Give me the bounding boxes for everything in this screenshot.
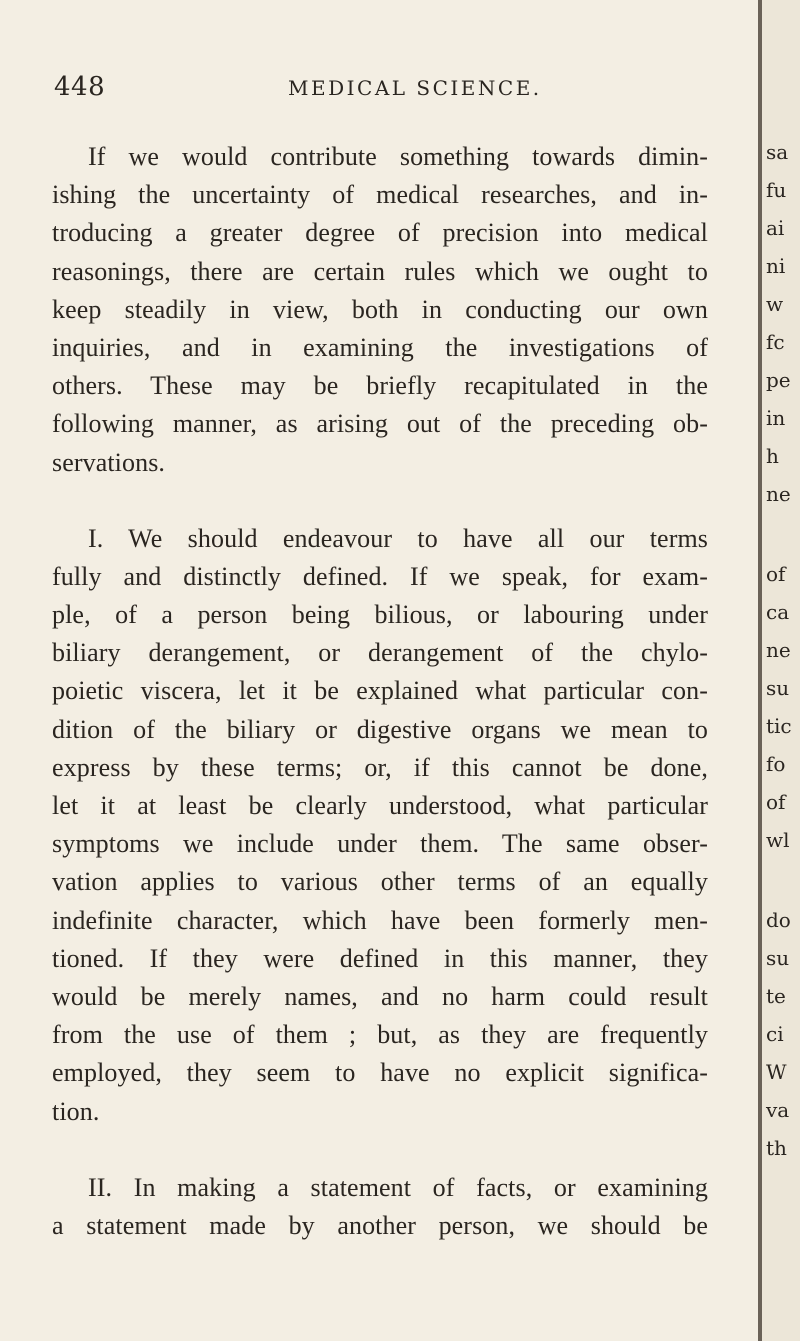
text-line: following manner, as arising out of the preceding ob- <box>52 409 708 439</box>
edge-fragment: th <box>766 1136 787 1160</box>
running-title: MEDICAL SCIENCE. <box>288 76 542 100</box>
text-line: symptoms we include under them. The same obser- <box>52 829 708 859</box>
edge-fragment: w <box>766 292 784 316</box>
text-line: indefinite character, which have been formerly men- <box>52 905 708 935</box>
edge-fragment: te <box>766 984 786 1008</box>
text-line: reasonings, there are certain rules which we ought to <box>52 256 708 286</box>
edge-fragment: do <box>766 908 791 932</box>
text-line: I. We should endeavour to have all our terms <box>88 523 708 553</box>
edge-fragment: ne <box>766 482 791 506</box>
text-line: would be merely names, and no harm could result <box>52 981 708 1011</box>
edge-fragment: in <box>766 406 786 430</box>
text-line: tioned. If they were defined in this manner, they <box>52 943 708 973</box>
text-line: fully and distinctly defined. If we speak, for exam- <box>52 561 708 591</box>
text-line: servations. <box>52 447 166 477</box>
edge-fragment: ci <box>766 1022 784 1046</box>
text-line: II. In making a statement of facts, or examining <box>88 1172 708 1202</box>
next-page-edge <box>762 0 800 1341</box>
edge-fragment: W <box>766 1060 787 1084</box>
text-line: keep steadily in view, both in conducting our own <box>52 294 708 324</box>
text-line: poietic viscera, let it be explained what particular con- <box>52 676 708 706</box>
text-line: biliary derangement, or derangement of the chylo- <box>52 638 708 668</box>
text-line: ishing the uncertainty of medical researches, and in- <box>52 180 708 210</box>
paragraph-intro <box>52 138 708 482</box>
text-line: a statement made by another person, we should be <box>52 1210 708 1240</box>
paragraph-rule-2 <box>52 1169 708 1245</box>
text-line: ple, of a person being bilious, or labouring under <box>52 600 708 630</box>
text-line: let it at least be clearly understood, what particular <box>52 791 708 820</box>
text-line: express by these terms; or, if this cannot be done, <box>52 752 708 782</box>
edge-fragment: sa <box>766 140 789 164</box>
edge-fragment: pe <box>766 368 791 392</box>
edge-fragment: fu <box>766 178 787 202</box>
edge-fragment: va <box>766 1098 790 1122</box>
edge-fragment: su <box>766 676 790 700</box>
text-line: from the use of them ; but, as they are frequently <box>52 1020 708 1050</box>
text-line: others. These may be briefly recapitulated in the <box>52 371 708 401</box>
text-line: inquiries, and in examining the investigations of <box>52 332 708 362</box>
edge-fragment: ne <box>766 638 791 662</box>
edge-fragment: h <box>766 444 779 468</box>
running-head <box>54 72 634 112</box>
edge-fragment: wl <box>766 828 790 852</box>
text-line: troducing a greater degree of precision into medical <box>52 218 708 248</box>
text-line: employed, they seem to have no explicit significa- <box>52 1058 708 1088</box>
edge-fragment: su <box>766 946 790 970</box>
text-line: dition of the biliary or digestive organs we mean to <box>52 714 708 744</box>
paragraph-rule-1 <box>52 520 708 1131</box>
body-text <box>52 138 708 1245</box>
edge-fragment: fo <box>766 752 786 776</box>
edge-fragment: of <box>766 790 786 814</box>
edge-fragment: ai <box>766 216 785 240</box>
page-number: 448 <box>54 72 106 102</box>
edge-fragment: tic <box>766 714 792 738</box>
edge-fragment: ni <box>766 254 786 278</box>
text-line: vation applies to various other terms of an equally <box>52 867 708 897</box>
edge-fragment: of <box>766 562 786 586</box>
edge-fragment: fc <box>766 330 785 354</box>
edge-fragment: ca <box>766 600 790 624</box>
text-line: tion. <box>52 1096 100 1126</box>
text-line: If we would contribute something towards dimin- <box>88 142 708 171</box>
